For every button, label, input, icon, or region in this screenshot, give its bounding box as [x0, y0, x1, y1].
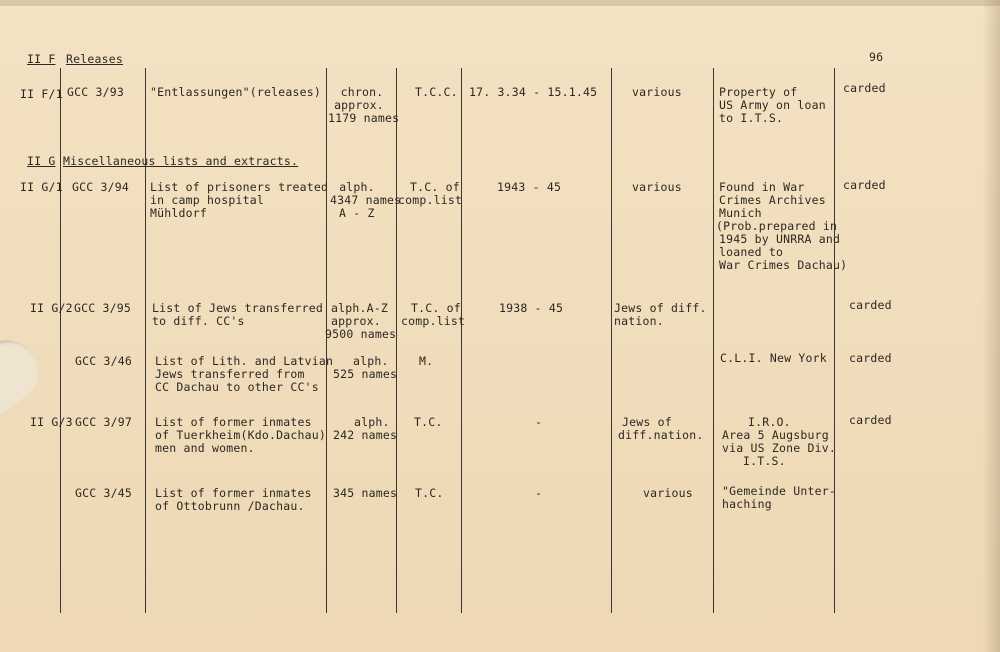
column-rule	[60, 68, 61, 613]
row-source: I.R.O.	[748, 415, 791, 429]
row-source: haching	[722, 497, 772, 511]
row-persons: various	[632, 180, 682, 194]
row-arrangement: 242 names	[333, 428, 398, 442]
row-source: (Prob.prepared in	[716, 219, 838, 233]
row-type: T.C.C.	[415, 85, 458, 99]
row-gcc: GCC 3/95	[74, 301, 131, 315]
row-arrangement: alph.	[339, 180, 375, 194]
row-period: 1938 - 45	[499, 301, 564, 315]
row-type: T.C. of	[411, 301, 461, 315]
row-arrangement: 345 names	[333, 486, 398, 500]
row-persons: Jews of	[622, 415, 672, 429]
row-period: -	[535, 486, 543, 500]
column-rule	[834, 68, 835, 613]
row-title: "Entlassungen"(releases)	[150, 85, 321, 99]
row-source: War Crimes Dachau)	[719, 258, 848, 272]
column-rule	[713, 68, 714, 613]
row-arrangement: alph.	[353, 354, 389, 368]
row-gcc: GCC 3/46	[75, 354, 132, 368]
section-code-f: II F	[27, 52, 56, 66]
row-persons: various	[643, 486, 693, 500]
row-source: Crimes Archives	[719, 193, 826, 207]
row-title: to diff. CC's	[152, 314, 245, 328]
row-source: Found in War	[719, 180, 805, 194]
row-ref: II F/1	[20, 87, 63, 101]
row-arrangement: 4347 names	[330, 193, 402, 207]
row-arrangement: alph.A-Z	[331, 301, 388, 315]
row-arrangement: chron.	[340, 85, 384, 99]
page-number: 96	[869, 50, 884, 64]
row-type: T.C. of	[410, 180, 460, 194]
section-title-f: Releases	[66, 52, 123, 66]
scan-right-edge	[982, 0, 1000, 652]
row-title: of Tuerkheim(Kdo.Dachau)	[155, 428, 326, 442]
scan-top-edge	[0, 0, 1000, 6]
section-title-g: Miscellaneous lists and extracts.	[63, 154, 299, 168]
row-arrangement: A - Z	[339, 206, 375, 220]
row-period: 17. 3.34 - 15.1.45	[469, 85, 598, 99]
row-type: M.	[419, 354, 434, 368]
binder-tab	[0, 328, 51, 426]
row-status: carded	[849, 298, 892, 312]
row-arrangement: alph.	[354, 415, 390, 429]
row-gcc: GCC 3/97	[75, 415, 132, 429]
row-persons: diff.nation.	[618, 428, 704, 442]
row-status: carded	[849, 351, 892, 365]
row-arrangement: 525 names	[333, 367, 398, 381]
row-arrangement: approx.	[331, 314, 381, 328]
row-persons: nation.	[614, 314, 664, 328]
row-arrangement: 1179 names	[328, 111, 400, 125]
row-type: T.C.	[415, 486, 444, 500]
row-title: of Ottobrunn /Dachau.	[155, 499, 305, 513]
row-type: comp.list	[398, 193, 463, 207]
row-ref: II G/3	[30, 415, 73, 429]
row-gcc: GCC 3/94	[72, 180, 129, 194]
row-source: I.T.S.	[743, 454, 786, 468]
row-title: List of Lith. and Latvian	[155, 354, 334, 368]
row-source: loaned to	[719, 245, 784, 259]
row-status: carded	[849, 413, 892, 427]
row-source: 1945 by UNRRA and	[719, 232, 841, 246]
row-period: 1943 - 45	[497, 180, 562, 194]
row-title: List of former inmates	[155, 415, 312, 429]
row-title: in camp hospital	[150, 193, 264, 207]
row-source: Property of	[719, 85, 798, 99]
row-title: List of prisoners treated	[150, 180, 329, 194]
row-period: -	[535, 415, 543, 429]
section-code-g: II G	[27, 154, 56, 168]
row-status: carded	[843, 81, 886, 95]
row-source: via US Zone Div.	[722, 441, 836, 455]
column-rule	[145, 68, 146, 613]
row-arrangement: approx.	[334, 98, 384, 112]
row-title: CC Dachau to other CC's	[155, 380, 319, 394]
row-title: men and women.	[155, 441, 255, 455]
row-gcc: GCC 3/93	[67, 85, 124, 99]
row-status: carded	[843, 178, 886, 192]
row-title: Jews transferred from	[155, 367, 305, 381]
row-type: T.C.	[414, 415, 443, 429]
row-persons: various	[632, 85, 682, 99]
row-source: Munich	[719, 206, 762, 220]
row-title: List of Jews transferred	[152, 301, 323, 315]
row-persons: Jews of diff.	[614, 301, 707, 315]
row-arrangement: 9500 names	[325, 327, 397, 341]
row-source: "Gemeinde Unter-	[722, 484, 836, 498]
row-type: comp.list	[401, 314, 466, 328]
row-ref: II G/2	[30, 301, 73, 315]
row-source: C.L.I. New York	[720, 351, 827, 365]
column-rule	[461, 68, 462, 613]
row-source: US Army on loan	[719, 98, 826, 112]
row-source: Area 5 Augsburg	[722, 428, 829, 442]
row-title: Mühldorf	[150, 206, 207, 220]
column-rule	[611, 68, 612, 613]
row-source: to I.T.S.	[719, 111, 784, 125]
row-gcc: GCC 3/45	[75, 486, 132, 500]
row-ref: II G/1	[20, 180, 63, 194]
row-title: List of former inmates	[155, 486, 312, 500]
